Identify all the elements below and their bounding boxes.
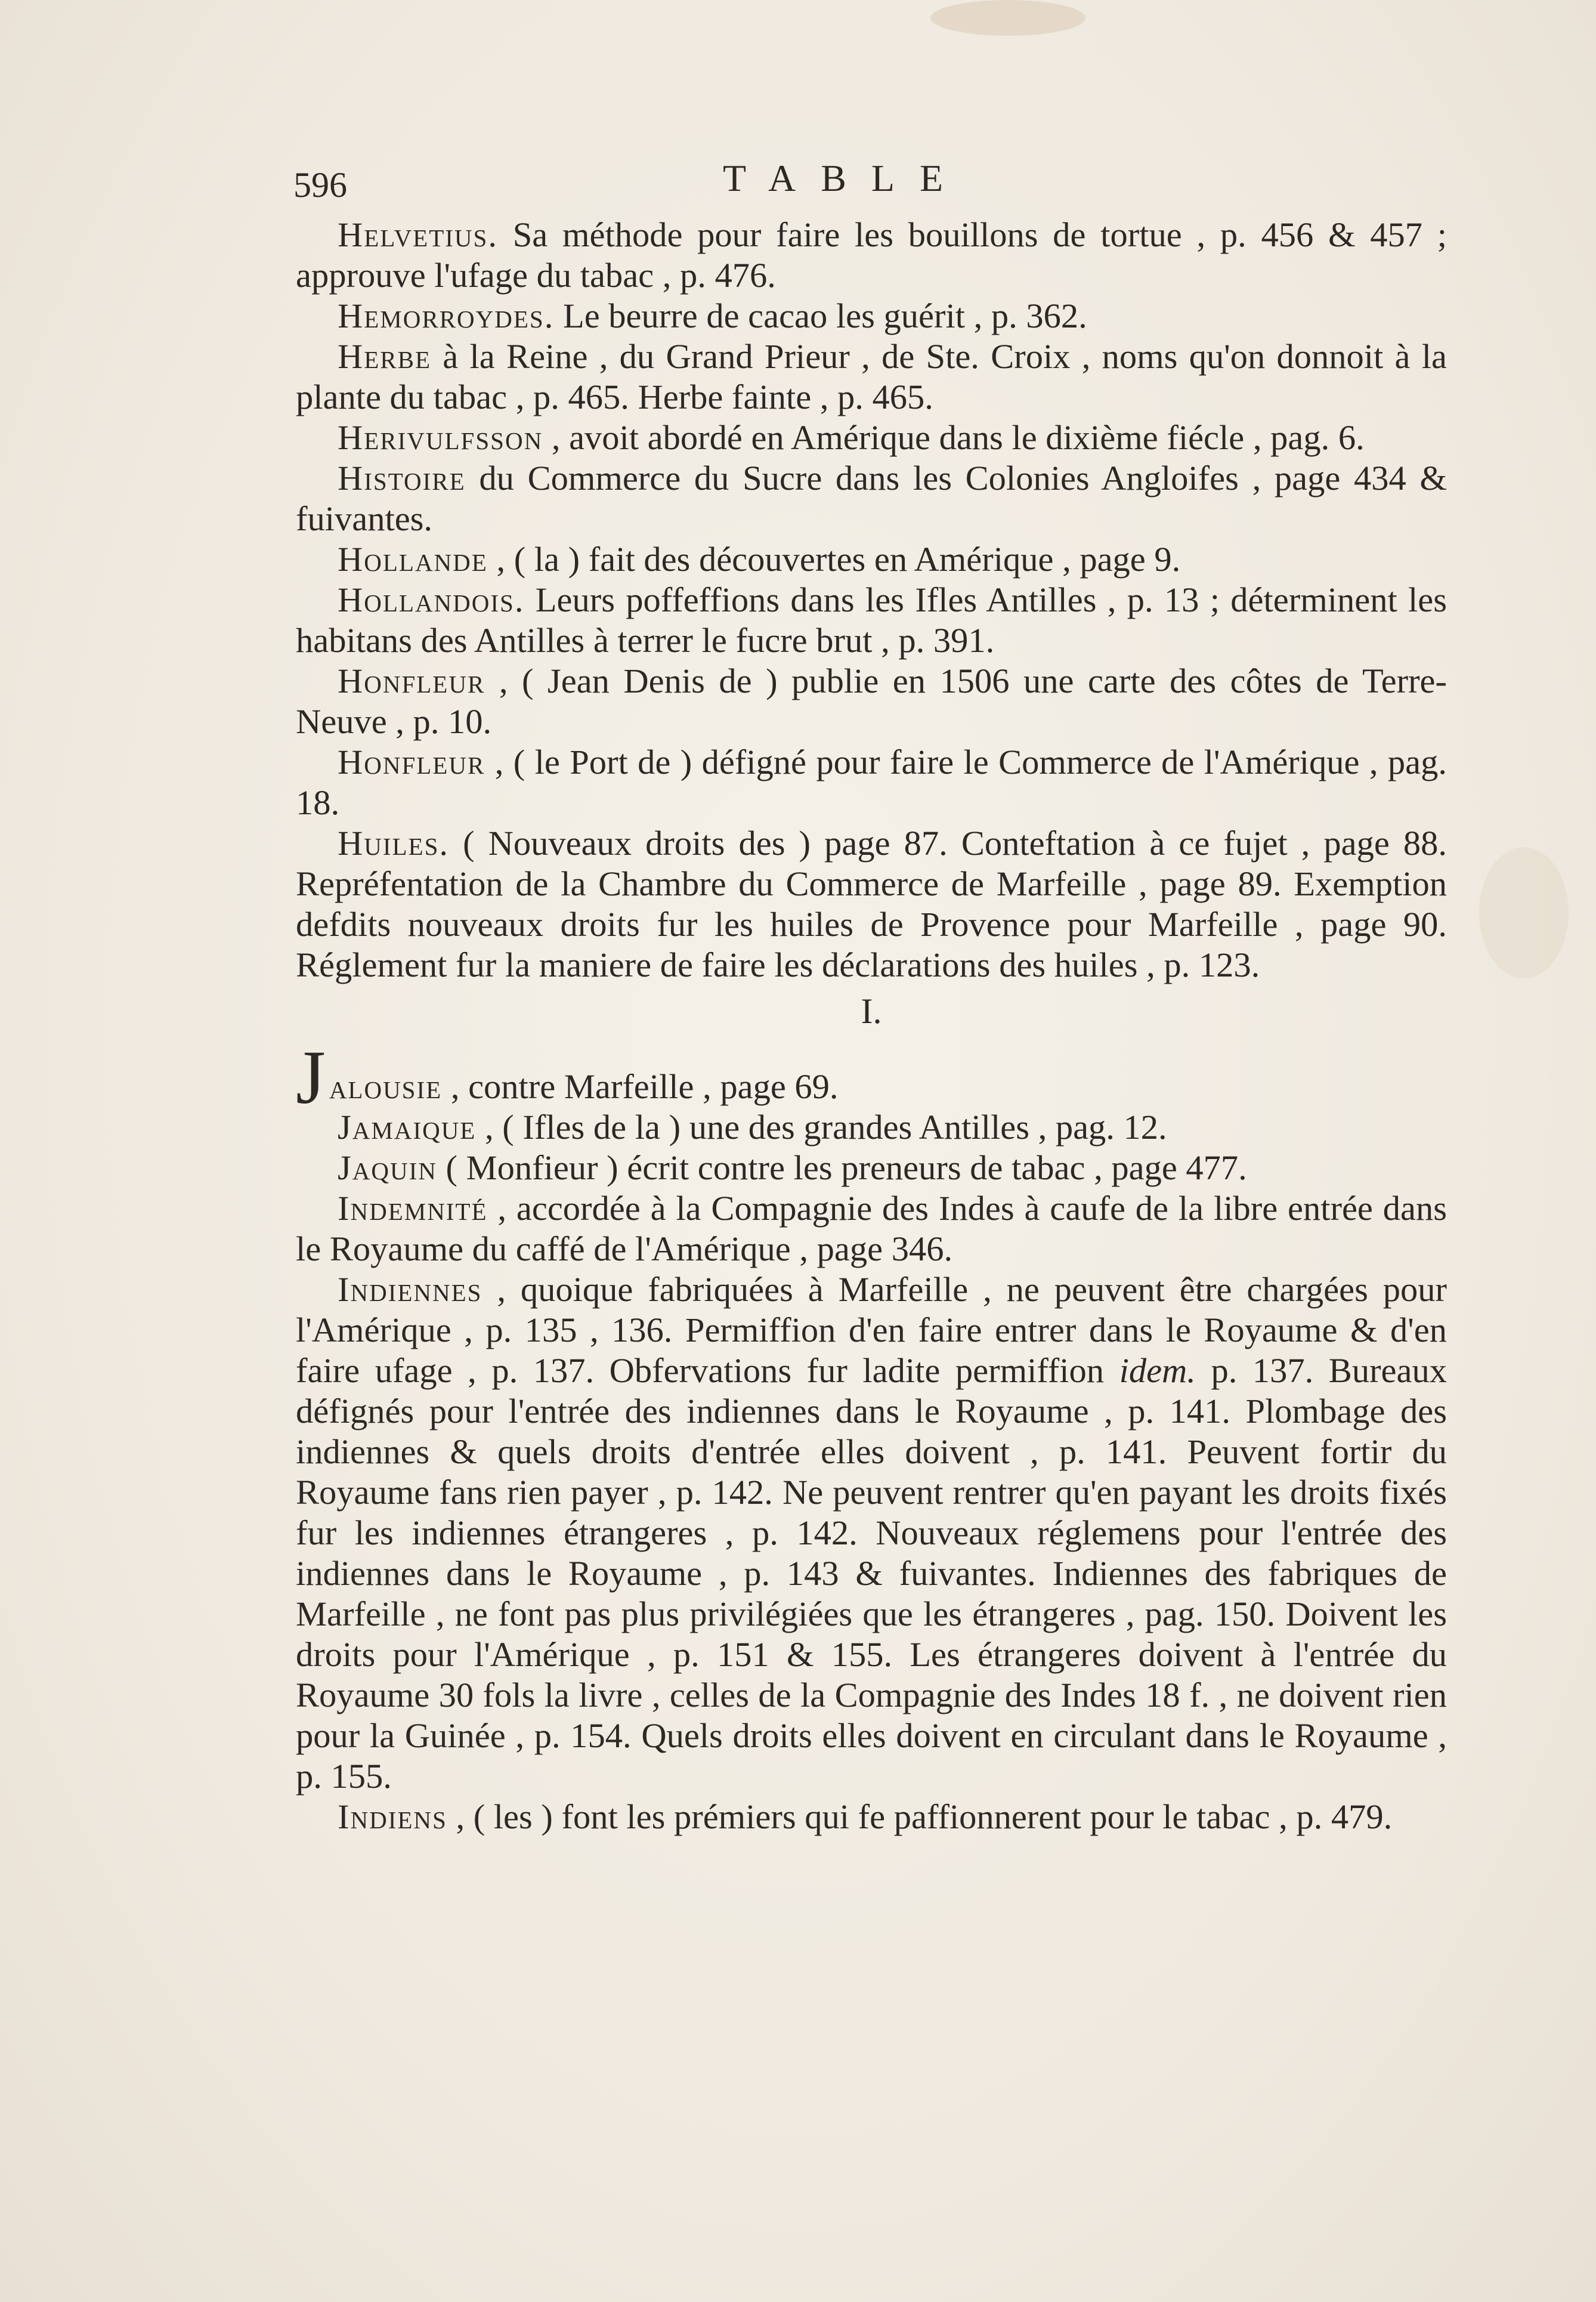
entry-text: ( Monfieur ) écrit contre les preneurs de tabac , page 477. xyxy=(437,1148,1247,1187)
entry-text: , avoit abordé en Amérique dans le dixième fiécle , pag. 6. xyxy=(543,418,1365,457)
entry-text: , ( la ) fait des découvertes en Amérique , page 9. xyxy=(487,540,1181,579)
section-heading-letter: I. xyxy=(861,991,882,1031)
entry-keyword: alousie xyxy=(329,1067,443,1106)
page-number: 596 xyxy=(293,165,347,205)
entry-keyword: Hollandois. xyxy=(338,580,525,619)
entry-keyword: Jaquin xyxy=(338,1148,437,1187)
entry-keyword: Helvetius. xyxy=(338,215,498,254)
entry-text: , accordée à la Compagnie des Indes à caufe de la libre entrée dans le Royaume du caffé de l'Amérique , page 346. xyxy=(296,1189,1447,1268)
entry-keyword: Indemnité xyxy=(338,1189,488,1228)
entry-keyword: Herivulfsson xyxy=(338,418,543,457)
drop-cap-letter: J xyxy=(296,1035,326,1120)
entry-text: Le beurre de cacao les guérit , p. 362. xyxy=(554,296,1087,335)
entry-keyword: Jamaique xyxy=(338,1108,477,1147)
paper-stain xyxy=(930,0,1085,36)
entry-italic-text: idem. xyxy=(1119,1351,1196,1390)
entry-text: ( Nouveaux droits des ) page 87. Conteftation à ce fujet , page 88. Repréfentation de la Chambre du Commerce de Marfeille , page 89. Exemption defdits nouveaux droits fur les huiles de Provence pour Marfeille , page 90. Réglement fur la maniere de faire les déclarations des huiles , p. 123. xyxy=(296,824,1447,984)
index-entry xyxy=(296,661,1447,742)
index-entry xyxy=(296,296,1447,336)
entry-text: à la Reine , du Grand Prieur , de Ste. Croix , noms qu'on donnoit à la plante du tabac , p. 465. Herbe fainte , p. 465. xyxy=(296,337,1447,416)
entry-keyword: Huiles. xyxy=(338,824,450,863)
entry-text: , contre Marfeille , page 69. xyxy=(442,1067,839,1106)
index-entry xyxy=(296,336,1447,418)
entry-keyword: Honfleur xyxy=(338,662,485,700)
index-entry xyxy=(296,1148,1447,1188)
index-entry xyxy=(296,1107,1447,1148)
entry-text: p. 137. Bureaux défignés pour l'entrée des indiennes dans le Royaume , p. 141. Plombage des indiennes & quels droits d'entrée elles doivent , p. 141. Peuvent fortir du Royaume fans rien payer , p. 142. Ne peuvent rentrer qu'en payant les droits fixés fur les indiennes étrangeres , p. 142. Nouveaux réglemens pour l'entrée des indiennes dans le Royaume , p. 143 & fuivantes. Indiennes des fabriques de Marfeille , ne font pas plus privilégiées que les étrangeres , pag. 150. Doivent les droits pour l'Amérique , p. 151 & 155. Les étrangeres doivent à l'entrée du Royaume 30 fols la livre , celles de la Compagnie des Indes 18 f. , ne doivent rien pour la Guinée , p. 154. Quels droits elles doivent en circulant dans le Royaume , p. 155. xyxy=(296,1351,1447,1796)
index-entry xyxy=(296,742,1447,823)
entry-keyword: Honfleur xyxy=(338,743,485,781)
entry-text: du Commerce du Sucre dans les Colonies Angloifes , page 434 & fuivantes. xyxy=(296,459,1447,538)
page-title: TABLE xyxy=(723,157,969,199)
entry-keyword: Indiens xyxy=(338,1797,447,1836)
entry-keyword: Herbe xyxy=(338,337,432,376)
index-entry xyxy=(296,1797,1447,1837)
index-entry xyxy=(296,823,1447,985)
entry-text: Leurs poffeffions dans les Ifles Antilles , p. 13 ; déterminent les habitans des Antilles à terrer le fucre brut , p. 391. xyxy=(296,580,1447,660)
index-entry xyxy=(296,1035,1447,1120)
index-body xyxy=(296,215,1447,1837)
paper-stain xyxy=(1479,847,1569,978)
entry-text: , ( les ) font les prémiers qui fe paffionnerent pour le tabac , p. 479. xyxy=(447,1797,1393,1836)
index-entry xyxy=(296,1188,1447,1269)
entry-text: , ( Jean Denis de ) publie en 1506 une carte des côtes de Terre-Neuve , p. 10. xyxy=(296,662,1447,741)
index-entry xyxy=(296,458,1447,539)
index-entry xyxy=(296,539,1447,580)
running-header xyxy=(293,156,1236,210)
index-entry xyxy=(296,418,1447,458)
index-entry xyxy=(296,580,1447,661)
entry-text: , quoique fabriquées à Marfeille , ne peuvent être chargées pour l'Amérique , p. 135 , 136. Permiffion d'en faire entrer dans le Royaume & d'en faire ufage , p. 137. Obfervations fur ladite permiffion xyxy=(296,1270,1447,1390)
entry-keyword: Hemorroydes. xyxy=(338,296,555,335)
index-entry xyxy=(296,1269,1447,1797)
entry-keyword: Indiennes xyxy=(338,1270,482,1309)
entry-text: , ( le Port de ) défigné pour faire le Commerce de l'Amérique , pag. 18. xyxy=(296,743,1447,822)
index-entry xyxy=(296,215,1447,296)
entry-keyword: Histoire xyxy=(338,459,466,498)
entry-text: , ( Ifles de la ) une des grandes Antilles , pag. 12. xyxy=(476,1108,1167,1147)
entry-text: Sa méthode pour faire les bouillons de tortue , p. 456 & 457 ; approuve l'ufage du tabac , p. 476. xyxy=(296,215,1447,295)
entry-keyword: Hollande xyxy=(338,540,488,579)
